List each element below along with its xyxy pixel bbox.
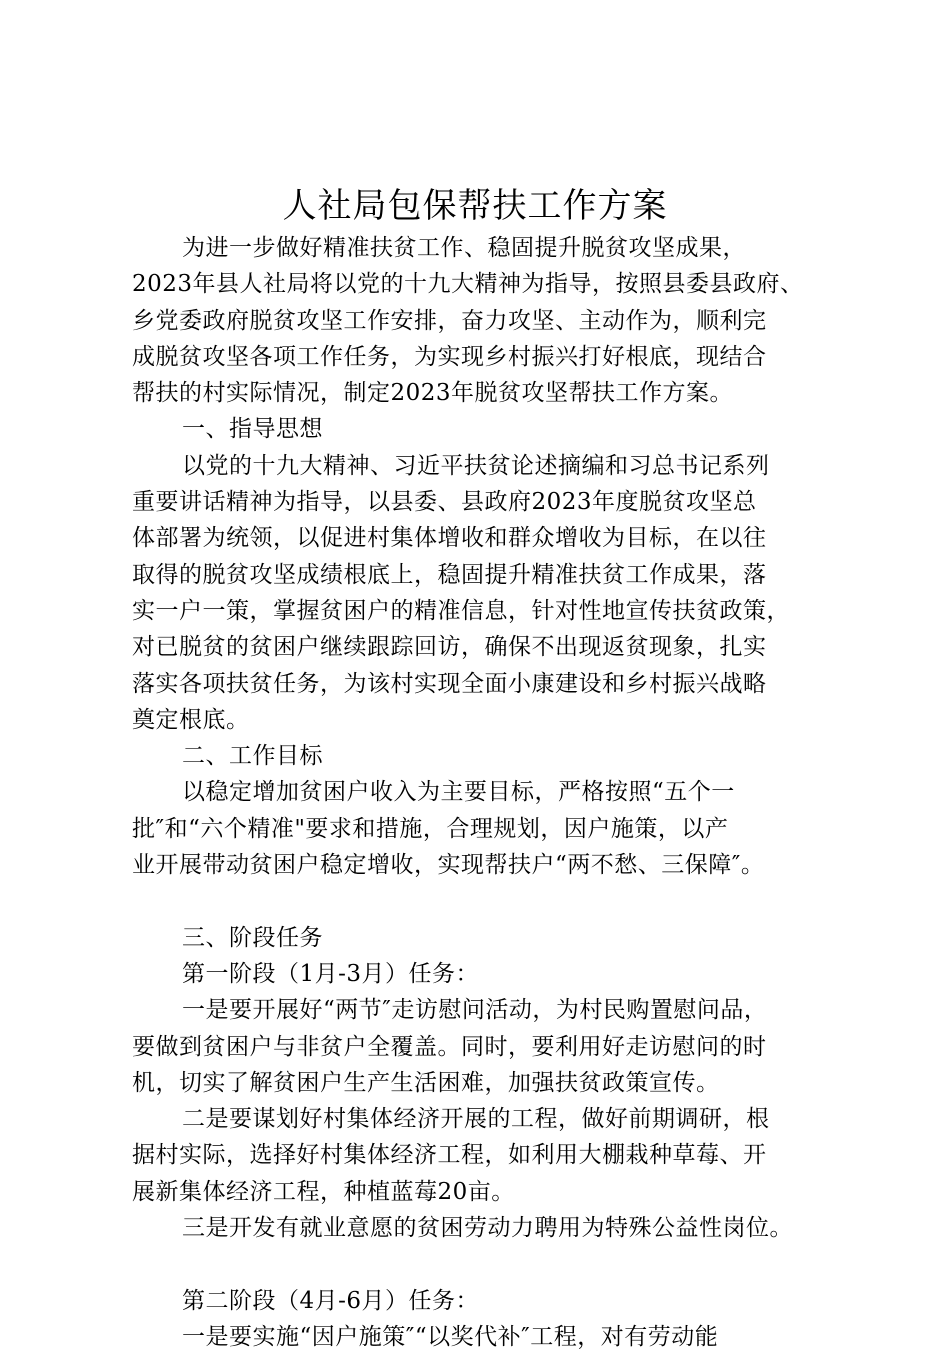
- document-body: [132, 230, 837, 1355]
- text-line: 以稳定增加贫困户收入为主要目标，严格按照“五个一: [182, 779, 735, 806]
- document-title: 人社局包保帮扶工作方案: [282, 186, 668, 226]
- text-line: 三是开发有就业意愿的贫困劳动力聘用为特殊公益性岗位。: [182, 1215, 793, 1242]
- text-line: 第二阶段（4月-6月）任务：: [182, 1287, 480, 1314]
- text-line: 奠定根底。: [132, 706, 250, 733]
- blank-line: [132, 883, 837, 919]
- text-line: 批″和“六个精准"要求和措施，合理规划，因户施策，以产: [132, 815, 729, 842]
- text-line: 体部署为统领，以促进村集体增收和群众增收为目标，在以往: [132, 525, 767, 552]
- blank-line: [132, 1246, 837, 1282]
- text-line: 第一阶段（1月-3月）任务：: [182, 960, 480, 987]
- text-line: 据村实际，选择好村集体经济工程，如利用大棚栽种草莓、开: [132, 1142, 767, 1169]
- text-line: 一是要开展好“两节″走访慰问活动，为村民购置慰问品，: [182, 997, 768, 1024]
- text-line: 乡党委政府脱贫攻坚工作安排，奋力攻坚、主动作为，顺利完: [132, 307, 767, 334]
- text-line: 展新集体经济工程，种植蓝莓20亩。: [132, 1178, 515, 1205]
- text-line: 二、工作目标: [182, 743, 323, 770]
- text-line: 实一户一策，掌握贫困户的精准信息，针对性地宣传扶贫政策，: [132, 597, 790, 624]
- text-line: 帮扶的村实际情况，制定2023年脱贫攻坚帮扶工作方案。: [132, 380, 734, 407]
- text-line: 一是要实施“因户施策″“以奖代补″工程，对有劳动能: [182, 1323, 719, 1350]
- text-line: 二是要谋划好村集体经济开展的工程，做好前期调研，根: [182, 1106, 770, 1133]
- text-line: 2023年县人社局将以党的十九大精神为指导，按照县委县政府、: [132, 271, 804, 298]
- text-line: 重要讲话精神为指导，以县委、县政府2023年度脱贫攻坚总: [132, 489, 757, 516]
- text-line: 机，切实了解贫困户生产生活困难，加强扶贫政策宣传。: [132, 1069, 720, 1096]
- text-line: 业开展带动贫困户稳定增收，实现帮扶户“两不愁、三保障″。: [132, 852, 765, 879]
- text-line: 一、指导思想: [182, 416, 323, 443]
- text-line: 以党的十九大精神、习近平扶贫论述摘编和习总书记系列: [182, 452, 770, 479]
- text-line: 三、阶段任务: [182, 924, 323, 951]
- text-line: 落实各项扶贫任务，为该村实现全面小康建设和乡村振兴战略: [132, 670, 767, 697]
- text-line: 为进一步做好精准扶贫工作、稳固提升脱贫攻坚成果，: [182, 235, 746, 261]
- text-line: 要做到贫困户与非贫户全覆盖。同时，要利用好走访慰问的时: [132, 1033, 767, 1060]
- text-line: 成脱贫攻坚各项工作任务，为实现乡村振兴打好根底，现结合: [132, 343, 767, 370]
- text-line: 取得的脱贫攻坚成绩根底上，稳固提升精准扶贫工作成果，落: [132, 561, 767, 588]
- text-line: 对已脱贫的贫困户继续跟踪回访，确保不出现返贫现象，扎实: [132, 634, 767, 661]
